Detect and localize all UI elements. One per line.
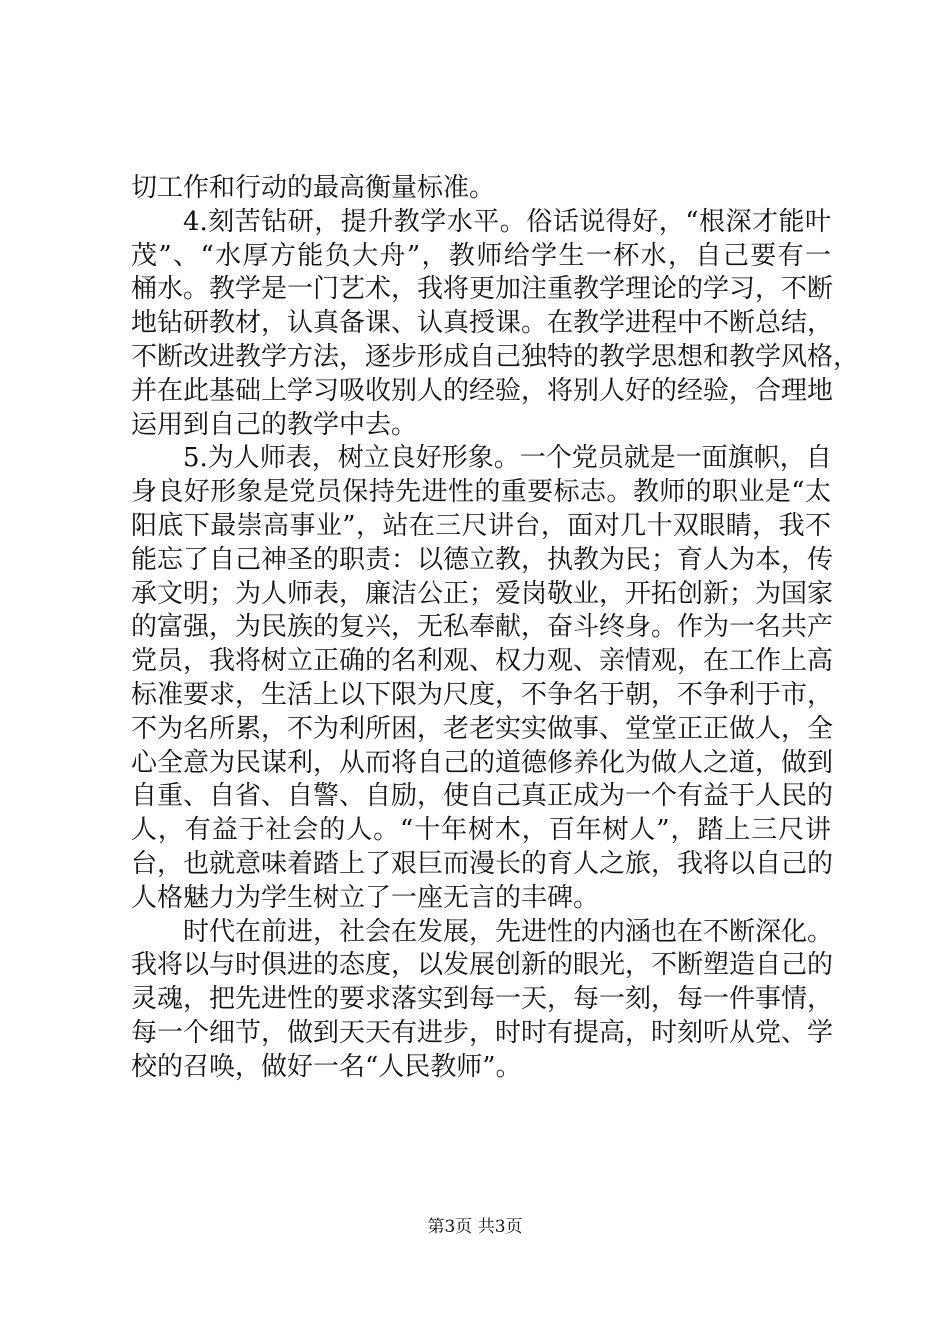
text-line: 不为名所累，不为利所困，老老实实做事、堂堂正正做人，全	[131, 713, 834, 744]
text-line: 每一个细节，做到天天有进步，时时有提高，时刻听从党、学	[131, 1017, 834, 1048]
text-line: 校的召唤，做好一名“人民教师”。	[131, 1051, 522, 1082]
text-line: 的富强，为民族的复兴，无私奉献，奋斗终身。作为一名共产	[131, 612, 834, 643]
text-line: 4.刻苦钻研，提升教学水平。俗话说得好，“根深才能叶	[183, 206, 831, 237]
text-line: 时代在前进，社会在发展，先进性的内涵也在不断深化。	[183, 916, 834, 947]
text-line: 人，有益于社会的人。“十年树木，百年树人”，踏上三尺讲	[131, 815, 831, 846]
text-line: 人格魅力为学生树立了一座无言的丰碑。	[131, 882, 600, 913]
text-line: 茂”、“水厚方能负大舟”，教师给学生一杯水，自己要有一	[131, 240, 831, 271]
text-line: 5.为人师表，树立良好形象。一个党员就是一面旗帜，自	[183, 443, 832, 474]
text-line: 我将以与时俱进的态度，以发展创新的眼光，不断塑造自己的	[131, 950, 834, 981]
text-line: 承文明；为人师表，廉洁公正；爱岗敬业，开拓创新；为国家	[131, 578, 834, 609]
text-line: 不断改进教学方法，逐步形成自己独特的教学思想和教学风格，	[131, 341, 860, 372]
text-line: 运用到自己的教学中去。	[131, 409, 418, 440]
text-line: 身良好形象是党员保持先进性的重要标志。教师的职业是“太	[131, 477, 831, 508]
text-line: 地钻研教材，认真备课、认真授课。在教学进程中不断总结，	[131, 308, 834, 339]
text-line: 阳底下最崇高事业”，站在三尺讲台，面对几十双眼睛，我不	[131, 510, 831, 541]
text-line: 党员，我将树立正确的名利观、权力观、亲情观，在工作上高	[131, 646, 834, 677]
text-line: 切工作和行动的最高衡量标准。	[131, 173, 496, 203]
document-body	[131, 172, 860, 1085]
text-line: 能忘了自己神圣的职责：以德立教，执教为民；育人为本，传	[131, 544, 834, 575]
text-line: 并在此基础上学习吸收别人的经验，将别人好的经验，合理地	[131, 375, 834, 406]
text-line: 灵魂，把先进性的要求落实到每一天，每一刻，每一件事情，	[131, 984, 834, 1015]
text-line: 自重、自省、自警、自励，使自己真正成为一个有益于人民的	[131, 781, 834, 812]
text-line: 桶水。教学是一门艺术，我将更加注重教学理论的学习，不断	[131, 274, 834, 305]
text-line: 标准要求，生活上以下限为尺度，不争名于朝，不争利于市，	[131, 679, 834, 710]
page-number-label: 第3页 共3页	[427, 1217, 523, 1237]
page-footer	[0, 1216, 950, 1238]
text-line: 台，也就意味着踏上了艰巨而漫长的育人之旅，我将以自己的	[131, 848, 834, 879]
text-line: 心全意为民谋利，从而将自己的道德修养化为做人之道，做到	[131, 747, 834, 778]
